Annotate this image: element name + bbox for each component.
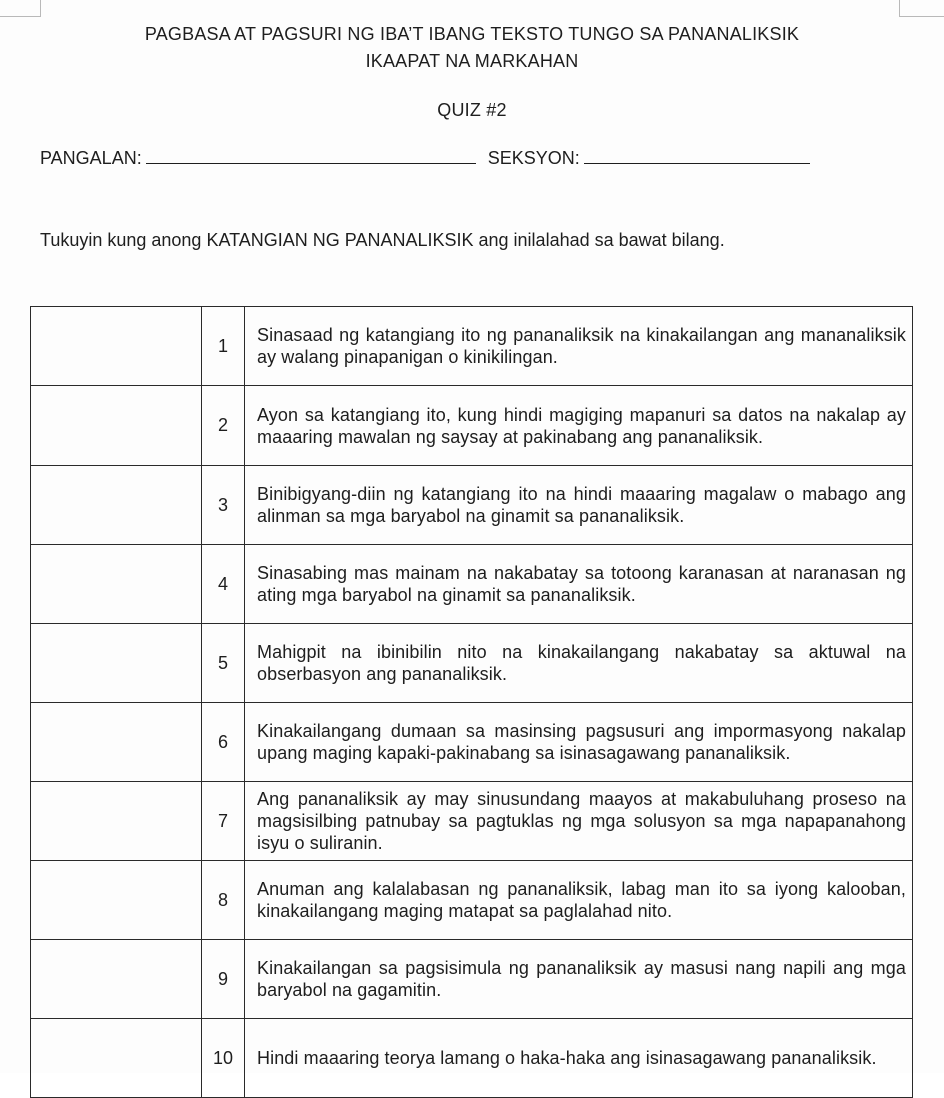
answer-cell[interactable]: [31, 307, 202, 386]
question-row: [31, 624, 913, 703]
question-row: [31, 466, 913, 545]
name-label: PANGALAN:: [40, 148, 142, 168]
quiz-table: [30, 306, 913, 1098]
question-row: [31, 386, 913, 466]
question-number: 9: [202, 940, 245, 1019]
question-text: Mahigpit na ibinibilin nito na kinakailangang nakabatay sa aktuwal na obserbasyon ang pananaliksik.: [245, 624, 913, 703]
answer-cell[interactable]: [31, 861, 202, 940]
answer-cell[interactable]: [31, 386, 202, 466]
student-info-row: [40, 147, 810, 169]
page-corner-mark-left: [0, 0, 41, 17]
question-number: 8: [202, 861, 245, 940]
question-number: 5: [202, 624, 245, 703]
answer-cell[interactable]: [31, 703, 202, 782]
question-text: Sinasaad ng katangiang ito ng pananaliksik na kinakailangan ang mananaliksik ay walang pinapanigan o kinikilingan.: [245, 307, 913, 386]
question-row: [31, 940, 913, 1019]
question-text: Hindi maaaring teorya lamang o haka-haka ang isinasagawang pananaliksik.: [245, 1019, 913, 1098]
answer-cell[interactable]: [31, 545, 202, 624]
page-corner-mark-right: [899, 0, 944, 17]
section-blank[interactable]: [584, 147, 810, 164]
question-number: 7: [202, 782, 245, 861]
question-text: Ayon sa katangiang ito, kung hindi magiging mapanuri sa datos na nakalap ay maaaring mawalan ng saysay at pakinabang ang pananaliksik.: [245, 386, 913, 466]
answer-cell[interactable]: [31, 1019, 202, 1098]
question-number: 3: [202, 466, 245, 545]
name-blank[interactable]: [146, 147, 476, 164]
question-text: Ang pananaliksik ay may sinusundang maayos at makabuluhang proseso na magsisilbing patnubay sa pagtuklas ng mga solusyon sa mga napapanahong isyu o suliranin.: [245, 782, 913, 861]
answer-cell[interactable]: [31, 782, 202, 861]
quiz-title: QUIZ #2: [437, 100, 507, 120]
question-number: 6: [202, 703, 245, 782]
question-number: 4: [202, 545, 245, 624]
question-text: Kinakailangang dumaan sa masinsing pagsusuri ang impormasyong nakalap upang maging kapaki-pakinabang sa isinasagawang pananaliksik.: [245, 703, 913, 782]
question-number: 1: [202, 307, 245, 386]
question-row: [31, 1019, 913, 1098]
question-row: [31, 782, 913, 861]
question-row: [31, 861, 913, 940]
question-number: 10: [202, 1019, 245, 1098]
instruction-text: Tukuyin kung anong KATANGIAN NG PANANALIKSIK ang inilalahad sa bawat bilang.: [40, 230, 725, 250]
answer-cell[interactable]: [31, 624, 202, 703]
question-row: [31, 307, 913, 386]
question-text: Binibigyang-diin ng katangiang ito na hindi maaaring magalaw o mabago ang alinman sa mga baryabol na ginamit sa pananaliksik.: [245, 466, 913, 545]
question-row: [31, 703, 913, 782]
question-text: Anuman ang kalalabasan ng pananaliksik, labag man ito sa iyong kalooban, kinakailangang maging matapat sa paglalahad nito.: [245, 861, 913, 940]
answer-cell[interactable]: [31, 940, 202, 1019]
question-row: [31, 545, 913, 624]
subject-title: PAGBASA AT PAGSURI NG IBA’T IBANG TEKSTO TUNGO SA PANANALIKSIK: [144, 24, 800, 44]
question-number: 2: [202, 386, 245, 466]
section-label: SEKSYON:: [487, 148, 580, 168]
question-text: Sinasabing mas mainam na nakabatay sa totoong karanasan at naranasan ng ating mga baryabol na ginamit sa pananaliksik.: [245, 545, 913, 624]
answer-cell[interactable]: [31, 466, 202, 545]
question-text: Kinakailangan sa pagsisimula ng pananaliksik ay masusi nang napili ang mga baryabol na gagamitin.: [245, 940, 913, 1019]
quarter-title: IKAAPAT NA MARKAHAN: [365, 51, 579, 71]
